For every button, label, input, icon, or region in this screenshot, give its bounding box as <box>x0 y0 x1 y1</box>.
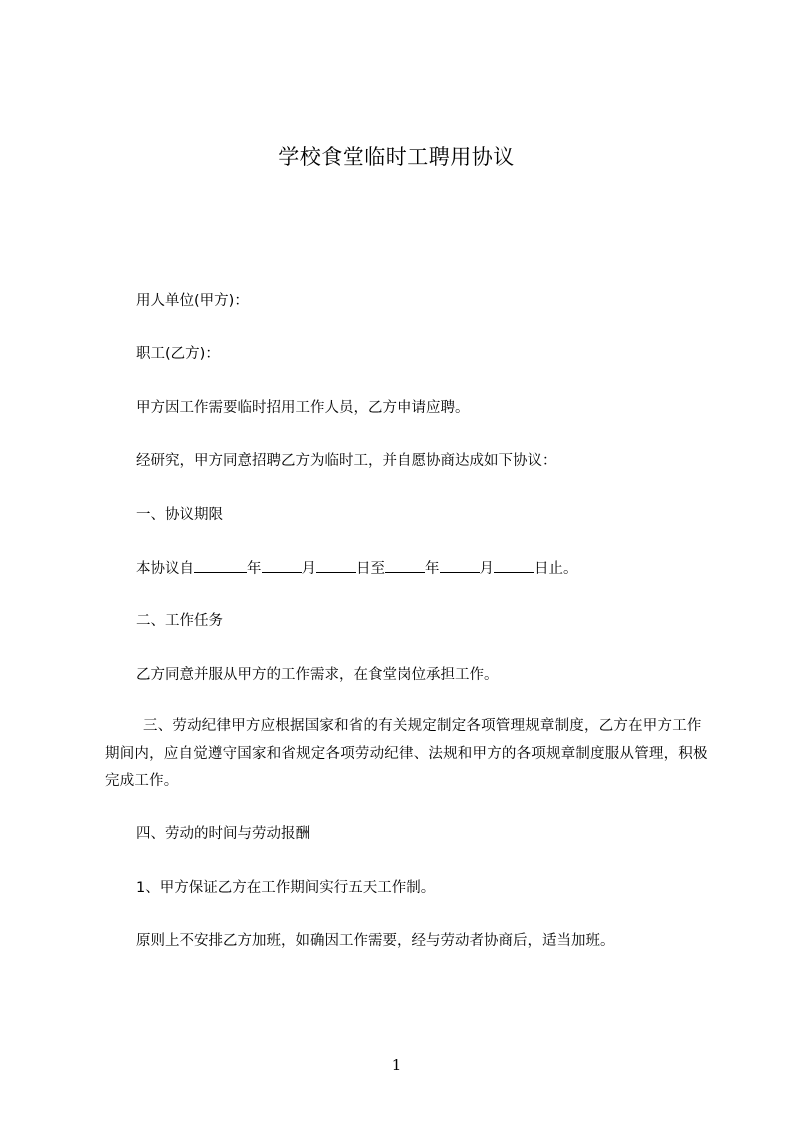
section-heading-hours-pay: 四、劳动的时间与劳动报酬 <box>136 826 310 842</box>
employee-line: 职工(乙方)： <box>136 346 220 362</box>
term-year-1: 年 <box>247 561 262 577</box>
intro-paragraph-2: 经研究，甲方同意招聘乙方为临时工，并自愿协商达成如下协议： <box>136 453 557 469</box>
blank-start-year <box>194 558 247 573</box>
term-month-1: 月 <box>301 561 316 577</box>
term-month-2: 月 <box>479 561 494 577</box>
term-day-2: 日止。 <box>534 561 578 577</box>
section-heading-task: 二、工作任务 <box>136 613 223 629</box>
term-prefix: 本协议自 <box>136 561 194 577</box>
term-line <box>136 558 578 579</box>
page-number: 1 <box>391 1056 402 1074</box>
blank-end-year <box>385 558 425 573</box>
blank-end-day <box>494 558 534 573</box>
task-paragraph: 乙方同意并服从甲方的工作需求，在食堂岗位承担工作。 <box>136 667 499 683</box>
section-heading-term: 一、协议期限 <box>136 507 223 523</box>
blank-start-month <box>262 558 302 573</box>
section-discipline-paragraph: 三、劳动纪律甲方应根据国家和省的有关规定制定各项管理规章制度，乙方在甲方工作期间内，应自觉遵守国家和省规定各项劳动纪律、法规和甲方的各项规章制度服从管理，积极完成工作。 <box>105 718 708 789</box>
blank-start-day <box>316 558 356 573</box>
hours-item-1: 1、甲方保证乙方在工作期间实行五天工作制。 <box>136 880 436 896</box>
term-year-2: 年 <box>425 561 440 577</box>
document-title: 学校食堂临时工聘用协议 <box>278 145 515 169</box>
employer-line: 用人单位(甲方)： <box>136 293 249 309</box>
intro-paragraph-1: 甲方因工作需要临时招用工作人员，乙方申请应聘。 <box>136 400 470 416</box>
term-day-1: 日至 <box>356 561 385 577</box>
blank-end-month <box>440 558 480 573</box>
overtime-paragraph: 原则上不安排乙方加班，如确因工作需要，经与劳动者协商后，适当加班。 <box>136 933 615 949</box>
